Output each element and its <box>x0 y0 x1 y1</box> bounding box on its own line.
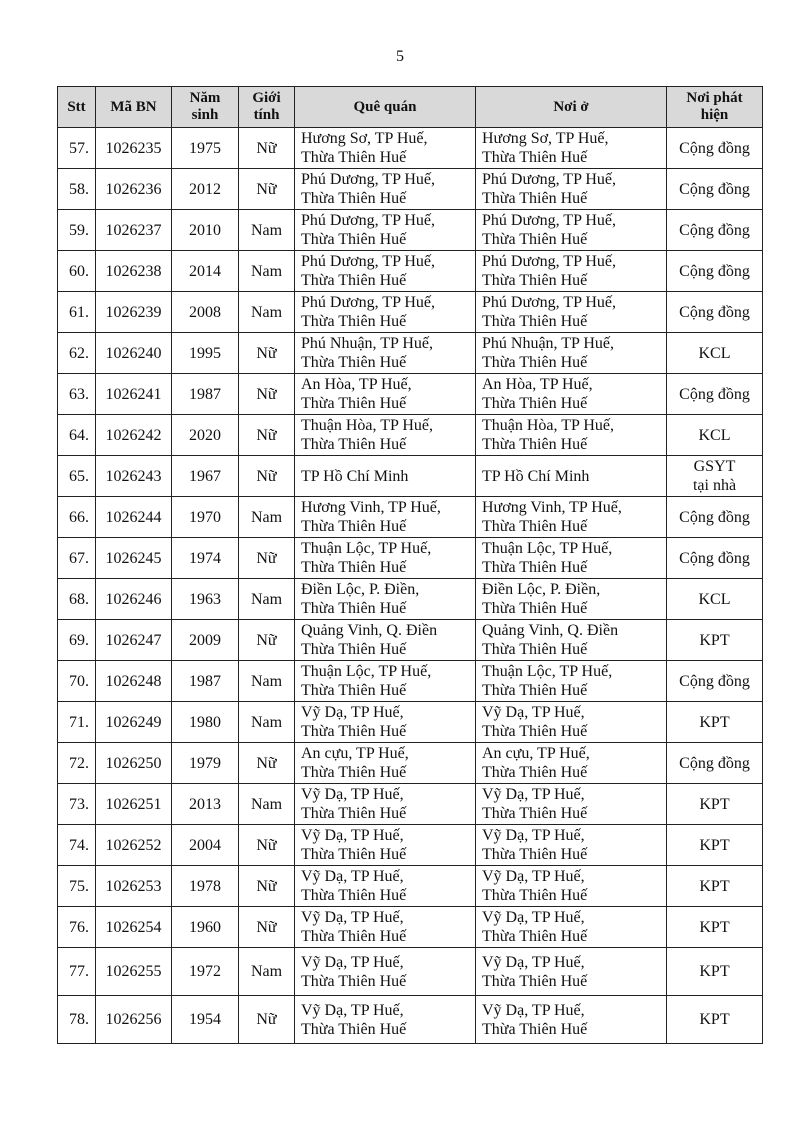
cell-que-quan <box>295 210 476 251</box>
table-row <box>58 210 763 251</box>
cell-noi-phat-hien-line: KPT <box>699 963 730 980</box>
cell-noi-o <box>476 948 667 996</box>
cell-nam-sinh: 2012 <box>172 169 239 210</box>
cell-noi-o <box>476 251 667 292</box>
cell-noi-o-line: Thừa Thiên Huế <box>482 272 588 289</box>
cell-que-quan-line: Thừa Thiên Huế <box>301 559 407 576</box>
cell-que-quan <box>295 169 476 210</box>
cell-ma-bn: 1026235 <box>96 128 172 169</box>
table-body <box>58 128 763 1044</box>
cell-noi-phat-hien <box>667 497 763 538</box>
cell-noi-o <box>476 292 667 333</box>
cell-noi-phat-hien <box>667 210 763 251</box>
cell-gioi-tinh: Nữ <box>239 825 295 866</box>
cell-noi-o <box>476 996 667 1044</box>
cell-gioi-tinh: Nữ <box>239 907 295 948</box>
cell-noi-o <box>476 784 667 825</box>
cell-que-quan <box>295 292 476 333</box>
header-nam-sinh: Năm sinh <box>172 87 239 128</box>
table-row <box>58 996 763 1044</box>
cell-ma-bn: 1026251 <box>96 784 172 825</box>
cell-noi-phat-hien-line: Cộng đồng <box>679 262 750 280</box>
cell-nam-sinh: 1979 <box>172 743 239 784</box>
cell-ma-bn: 1026256 <box>96 996 172 1044</box>
cell-gioi-tinh: Nam <box>239 579 295 620</box>
cell-noi-phat-hien <box>667 374 763 415</box>
cell-que-quan-line: An Hòa, TP Huế, <box>301 376 412 393</box>
cell-stt: 68. <box>58 579 96 620</box>
cell-que-quan-line: Thừa Thiên Huế <box>301 846 407 863</box>
cell-noi-phat-hien <box>667 661 763 702</box>
cell-noi-phat-hien-line: KCL <box>698 590 731 608</box>
cell-noi-o <box>476 415 667 456</box>
cell-que-quan <box>295 907 476 948</box>
cell-noi-o-line: Vỹ Dạ, TP Huế, <box>482 786 585 803</box>
cell-noi-phat-hien-line: KPT <box>699 795 730 813</box>
cell-noi-o-line: Quảng Vinh, Q. Điền <box>482 622 619 639</box>
cell-noi-phat-hien-line: KPT <box>699 877 730 895</box>
cell-noi-o-line: Thừa Thiên Huế <box>482 395 588 412</box>
cell-ma-bn: 1026240 <box>96 333 172 374</box>
cell-noi-phat-hien-line: Cộng đồng <box>679 303 750 321</box>
cell-que-quan-line: Điền Lộc, P. Điền, <box>301 581 420 598</box>
cell-ma-bn: 1026254 <box>96 907 172 948</box>
cell-ma-bn: 1026241 <box>96 374 172 415</box>
cell-noi-o <box>476 497 667 538</box>
cell-ma-bn: 1026238 <box>96 251 172 292</box>
cell-noi-phat-hien <box>667 456 763 497</box>
cell-noi-o-line: Điền Lộc, P. Điền, <box>482 581 601 598</box>
cell-stt: 69. <box>58 620 96 661</box>
cell-que-quan <box>295 948 476 996</box>
table-row <box>58 784 763 825</box>
cell-noi-phat-hien <box>667 784 763 825</box>
cell-noi-o <box>476 456 667 497</box>
table-row <box>58 907 763 948</box>
cell-que-quan-line: Phú Dương, TP Huế, <box>301 253 436 270</box>
cell-que-quan-line: Thừa Thiên Huế <box>301 272 407 289</box>
cell-que-quan-line: Phú Dương, TP Huế, <box>301 212 436 229</box>
cell-que-quan <box>295 456 476 497</box>
header-stt: Stt <box>58 87 96 128</box>
table-row <box>58 702 763 743</box>
cell-noi-phat-hien-line: Cộng đồng <box>679 139 750 157</box>
cell-noi-o-line: Thừa Thiên Huế <box>482 682 588 699</box>
table-row <box>58 251 763 292</box>
cell-noi-phat-hien-line: Cộng đồng <box>679 754 750 772</box>
table-row <box>58 620 763 661</box>
cell-noi-phat-hien <box>667 948 763 996</box>
cell-noi-o <box>476 210 667 251</box>
cell-stt: 76. <box>58 907 96 948</box>
cell-que-quan-line: Vỹ Dạ, TP Huế, <box>301 909 404 926</box>
cell-noi-o-line: Thuận Lộc, TP Huế, <box>482 663 613 680</box>
cell-stt: 67. <box>58 538 96 579</box>
cell-que-quan-line: Thừa Thiên Huế <box>301 928 407 945</box>
cell-nam-sinh: 1967 <box>172 456 239 497</box>
cell-gioi-tinh: Nữ <box>239 743 295 784</box>
cell-nam-sinh: 1995 <box>172 333 239 374</box>
cell-que-quan-line: Thừa Thiên Huế <box>301 764 407 781</box>
cell-noi-o-line: Vỹ Dạ, TP Huế, <box>482 704 585 721</box>
cell-noi-phat-hien <box>667 251 763 292</box>
cell-ma-bn: 1026237 <box>96 210 172 251</box>
cell-noi-o <box>476 538 667 579</box>
cell-stt: 66. <box>58 497 96 538</box>
cell-noi-phat-hien <box>667 825 763 866</box>
cell-noi-o-line: Thừa Thiên Huế <box>482 600 588 617</box>
cell-noi-o <box>476 866 667 907</box>
cell-noi-phat-hien-line: KPT <box>699 631 730 649</box>
page-number: 5 <box>396 48 404 65</box>
cell-gioi-tinh: Nữ <box>239 538 295 579</box>
cell-gioi-tinh: Nam <box>239 497 295 538</box>
cell-que-quan <box>295 333 476 374</box>
cell-que-quan <box>295 415 476 456</box>
cell-que-quan <box>295 620 476 661</box>
cell-nam-sinh: 1972 <box>172 948 239 996</box>
cell-noi-phat-hien-line: KPT <box>699 918 730 936</box>
cell-que-quan <box>295 497 476 538</box>
cell-que-quan <box>295 374 476 415</box>
header-noi-phat-hien: Nơi phát hiện <box>667 87 763 128</box>
cell-ma-bn: 1026244 <box>96 497 172 538</box>
cell-noi-phat-hien-line: Cộng đồng <box>679 221 750 239</box>
cell-gioi-tinh: Nam <box>239 784 295 825</box>
cell-nam-sinh: 1954 <box>172 996 239 1044</box>
cell-que-quan-line: Phú Dương, TP Huế, <box>301 171 436 188</box>
cell-que-quan-line: Vỹ Dạ, TP Huế, <box>301 704 404 721</box>
cell-noi-o-line: Thuận Hòa, TP Huế, <box>482 417 614 434</box>
cell-noi-phat-hien-line: tại nhà <box>692 477 737 494</box>
cell-gioi-tinh: Nữ <box>239 996 295 1044</box>
cell-noi-phat-hien-line: Cộng đồng <box>679 549 750 567</box>
cell-noi-o-line: Thừa Thiên Huế <box>482 231 588 248</box>
cell-stt: 75. <box>58 866 96 907</box>
cell-que-quan-line: Hương Vinh, TP Huế, <box>301 499 441 516</box>
cell-que-quan-line: Thừa Thiên Huế <box>301 1020 407 1038</box>
cell-nam-sinh: 2020 <box>172 415 239 456</box>
cell-ma-bn: 1026247 <box>96 620 172 661</box>
cell-que-quan-line: Hương Sơ, TP Huế, <box>301 130 428 147</box>
cell-que-quan-line: Vỹ Dạ, TP Huế, <box>301 953 404 971</box>
cell-noi-o-line: Thừa Thiên Huế <box>482 354 588 371</box>
cell-noi-o <box>476 579 667 620</box>
cell-nam-sinh: 2013 <box>172 784 239 825</box>
cell-nam-sinh: 2004 <box>172 825 239 866</box>
cell-gioi-tinh: Nam <box>239 210 295 251</box>
cell-gioi-tinh: Nam <box>239 702 295 743</box>
cell-stt: 62. <box>58 333 96 374</box>
cell-noi-phat-hien-line: KCL <box>698 344 731 362</box>
cell-ma-bn: 1026253 <box>96 866 172 907</box>
cell-que-quan-line: Phú Dương, TP Huế, <box>301 294 436 311</box>
cell-nam-sinh: 1980 <box>172 702 239 743</box>
cell-que-quan <box>295 251 476 292</box>
cell-noi-phat-hien <box>667 292 763 333</box>
cell-que-quan <box>295 579 476 620</box>
cell-stt: 78. <box>58 996 96 1044</box>
cell-ma-bn: 1026242 <box>96 415 172 456</box>
cell-noi-phat-hien <box>667 996 763 1044</box>
table-row <box>58 866 763 907</box>
cell-gioi-tinh: Nam <box>239 251 295 292</box>
cell-noi-o-line: Thừa Thiên Huế <box>482 436 588 453</box>
cell-noi-o-line: Thừa Thiên Huế <box>482 723 588 740</box>
cell-noi-o-line: Thừa Thiên Huế <box>482 1020 588 1038</box>
cell-que-quan-line: Thừa Thiên Huế <box>301 641 407 658</box>
cell-stt: 70. <box>58 661 96 702</box>
table-row <box>58 169 763 210</box>
cell-noi-phat-hien-line: Cộng đồng <box>679 508 750 526</box>
cell-que-quan-line: Thừa Thiên Huế <box>301 682 407 699</box>
cell-que-quan <box>295 128 476 169</box>
cell-noi-o-line: Vỹ Dạ, TP Huế, <box>482 868 585 885</box>
cell-stt: 74. <box>58 825 96 866</box>
cell-que-quan-line: Thừa Thiên Huế <box>301 354 407 371</box>
table-row <box>58 538 763 579</box>
cell-noi-phat-hien <box>667 579 763 620</box>
cell-que-quan-line: Thừa Thiên Huế <box>301 805 407 822</box>
cell-noi-o-line: Thừa Thiên Huế <box>482 972 588 990</box>
cell-noi-phat-hien-line: KPT <box>699 1011 730 1028</box>
cell-nam-sinh: 1987 <box>172 661 239 702</box>
cell-noi-phat-hien-line: Cộng đồng <box>679 180 750 198</box>
cell-ma-bn: 1026239 <box>96 292 172 333</box>
header-noi-o: Nơi ở <box>476 87 667 128</box>
cell-que-quan-line: Thuận Hòa, TP Huế, <box>301 417 433 434</box>
cell-que-quan <box>295 996 476 1044</box>
cell-que-quan-line: Phú Nhuận, TP Huế, <box>301 335 433 352</box>
cell-noi-phat-hien <box>667 333 763 374</box>
cell-stt: 71. <box>58 702 96 743</box>
cell-gioi-tinh: Nữ <box>239 456 295 497</box>
cell-noi-o <box>476 374 667 415</box>
cell-que-quan <box>295 825 476 866</box>
cell-noi-o <box>476 743 667 784</box>
cell-noi-o-line: Thừa Thiên Huế <box>482 805 588 822</box>
cell-que-quan <box>295 866 476 907</box>
cell-que-quan-line: Thừa Thiên Huế <box>301 518 407 535</box>
cell-ma-bn: 1026255 <box>96 948 172 996</box>
cell-que-quan-line: Thừa Thiên Huế <box>301 313 407 330</box>
cell-nam-sinh: 1960 <box>172 907 239 948</box>
table-row <box>58 497 763 538</box>
table-row <box>58 456 763 497</box>
cell-gioi-tinh: Nam <box>239 948 295 996</box>
cell-noi-phat-hien-line: KCL <box>698 426 731 444</box>
header-gioi-tinh: Giới tính <box>239 87 295 128</box>
cell-stt: 73. <box>58 784 96 825</box>
cell-gioi-tinh: Nữ <box>239 374 295 415</box>
cell-noi-o-line: Vỹ Dạ, TP Huế, <box>482 953 585 971</box>
cell-que-quan-line: Vỹ Dạ, TP Huế, <box>301 786 404 803</box>
cell-stt: 61. <box>58 292 96 333</box>
table-row <box>58 743 763 784</box>
cell-que-quan-line: Vỹ Dạ, TP Huế, <box>301 1001 404 1019</box>
cell-noi-phat-hien <box>667 128 763 169</box>
cell-noi-o <box>476 702 667 743</box>
cell-que-quan-line: Vỹ Dạ, TP Huế, <box>301 827 404 844</box>
cell-nam-sinh: 2014 <box>172 251 239 292</box>
cell-noi-o <box>476 620 667 661</box>
cell-que-quan-line: Thừa Thiên Huế <box>301 972 407 990</box>
cell-noi-phat-hien <box>667 538 763 579</box>
cell-nam-sinh: 1975 <box>172 128 239 169</box>
cell-noi-o-line: Thừa Thiên Huế <box>482 190 588 207</box>
cell-ma-bn: 1026249 <box>96 702 172 743</box>
cell-que-quan-line: Thừa Thiên Huế <box>301 149 407 166</box>
cell-que-quan-line: Vỹ Dạ, TP Huế, <box>301 868 404 885</box>
cell-que-quan-line: Thừa Thiên Huế <box>301 395 407 412</box>
cell-noi-phat-hien <box>667 866 763 907</box>
cell-gioi-tinh: Nữ <box>239 169 295 210</box>
cell-noi-o <box>476 169 667 210</box>
table-row <box>58 825 763 866</box>
cell-gioi-tinh: Nữ <box>239 620 295 661</box>
cell-gioi-tinh: Nữ <box>239 333 295 374</box>
cell-que-quan-line: Thừa Thiên Huế <box>301 436 407 453</box>
cell-stt: 57. <box>58 128 96 169</box>
cell-ma-bn: 1026236 <box>96 169 172 210</box>
cell-noi-o <box>476 128 667 169</box>
cell-noi-o-line: Thừa Thiên Huế <box>482 313 588 330</box>
cell-gioi-tinh: Nữ <box>239 415 295 456</box>
header-que-quan: Quê quán <box>295 87 476 128</box>
cell-noi-phat-hien <box>667 415 763 456</box>
cell-gioi-tinh: Nam <box>239 292 295 333</box>
cell-ma-bn: 1026245 <box>96 538 172 579</box>
cell-que-quan-line: Thừa Thiên Huế <box>301 231 407 248</box>
patient-table <box>57 86 763 1044</box>
table-row <box>58 579 763 620</box>
table-row <box>58 415 763 456</box>
cell-nam-sinh: 1963 <box>172 579 239 620</box>
cell-que-quan-line: TP Hồ Chí Minh <box>301 467 409 485</box>
cell-que-quan-line: Thừa Thiên Huế <box>301 600 407 617</box>
cell-noi-o-line: Phú Dương, TP Huế, <box>482 212 617 229</box>
cell-que-quan <box>295 702 476 743</box>
cell-stt: 77. <box>58 948 96 996</box>
table-row <box>58 374 763 415</box>
cell-gioi-tinh: Nữ <box>239 128 295 169</box>
cell-stt: 63. <box>58 374 96 415</box>
cell-que-quan <box>295 743 476 784</box>
cell-ma-bn: 1026243 <box>96 456 172 497</box>
cell-noi-o-line: Thừa Thiên Huế <box>482 641 588 658</box>
cell-noi-o-line: Thừa Thiên Huế <box>482 887 588 904</box>
cell-noi-o-line: Vỹ Dạ, TP Huế, <box>482 1001 585 1019</box>
cell-noi-o-line: Phú Dương, TP Huế, <box>482 294 617 311</box>
cell-noi-phat-hien-line: Cộng đồng <box>679 672 750 690</box>
cell-noi-phat-hien <box>667 743 763 784</box>
cell-noi-o-line: Phú Dương, TP Huế, <box>482 253 617 270</box>
header-ma-bn: Mã BN <box>96 87 172 128</box>
cell-stt: 64. <box>58 415 96 456</box>
cell-noi-o <box>476 333 667 374</box>
cell-que-quan <box>295 538 476 579</box>
cell-noi-o-line: Thừa Thiên Huế <box>482 764 588 781</box>
cell-noi-o-line: Thừa Thiên Huế <box>482 559 588 576</box>
cell-nam-sinh: 1978 <box>172 866 239 907</box>
cell-noi-o-line: Thừa Thiên Huế <box>482 149 588 166</box>
cell-noi-phat-hien <box>667 620 763 661</box>
cell-stt: 59. <box>58 210 96 251</box>
cell-noi-o-line: An Hòa, TP Huế, <box>482 376 593 393</box>
cell-noi-o <box>476 661 667 702</box>
cell-noi-o-line: Phú Dương, TP Huế, <box>482 171 617 188</box>
cell-noi-o <box>476 907 667 948</box>
cell-que-quan-line: Thừa Thiên Huế <box>301 887 407 904</box>
table-row <box>58 661 763 702</box>
cell-que-quan <box>295 784 476 825</box>
cell-gioi-tinh: Nam <box>239 661 295 702</box>
cell-noi-phat-hien <box>667 702 763 743</box>
table-row <box>58 128 763 169</box>
cell-noi-o-line: An cựu, TP Huế, <box>482 745 590 762</box>
cell-noi-o <box>476 825 667 866</box>
cell-stt: 65. <box>58 456 96 497</box>
table-header-row <box>58 87 763 128</box>
cell-stt: 72. <box>58 743 96 784</box>
cell-stt: 60. <box>58 251 96 292</box>
cell-noi-o-line: TP Hồ Chí Minh <box>482 467 590 485</box>
cell-ma-bn: 1026252 <box>96 825 172 866</box>
cell-noi-o-line: Thừa Thiên Huế <box>482 518 588 535</box>
cell-que-quan-line: An cựu, TP Huế, <box>301 745 409 762</box>
cell-noi-phat-hien <box>667 907 763 948</box>
cell-noi-phat-hien-line: KPT <box>699 713 730 731</box>
cell-noi-phat-hien <box>667 169 763 210</box>
cell-stt: 58. <box>58 169 96 210</box>
cell-noi-o-line: Thừa Thiên Huế <box>482 928 588 945</box>
cell-noi-phat-hien-line: Cộng đồng <box>679 385 750 403</box>
cell-noi-phat-hien-line: KPT <box>699 836 730 854</box>
cell-que-quan-line: Quảng Vinh, Q. Điền <box>301 622 438 639</box>
cell-noi-o-line: Thuận Lộc, TP Huế, <box>482 540 613 557</box>
cell-noi-o-line: Vỹ Dạ, TP Huế, <box>482 909 585 926</box>
table-row <box>58 948 763 996</box>
cell-noi-o-line: Phú Nhuận, TP Huế, <box>482 335 614 352</box>
cell-noi-o-line: Hương Vinh, TP Huế, <box>482 499 622 516</box>
cell-ma-bn: 1026246 <box>96 579 172 620</box>
cell-nam-sinh: 1987 <box>172 374 239 415</box>
table-row <box>58 292 763 333</box>
cell-gioi-tinh: Nữ <box>239 866 295 907</box>
cell-noi-o-line: Hương Sơ, TP Huế, <box>482 130 609 147</box>
cell-que-quan <box>295 661 476 702</box>
cell-nam-sinh: 1970 <box>172 497 239 538</box>
cell-nam-sinh: 2010 <box>172 210 239 251</box>
cell-noi-o-line: Vỹ Dạ, TP Huế, <box>482 827 585 844</box>
cell-nam-sinh: 1974 <box>172 538 239 579</box>
cell-ma-bn: 1026250 <box>96 743 172 784</box>
table-row <box>58 333 763 374</box>
cell-nam-sinh: 2009 <box>172 620 239 661</box>
cell-que-quan-line: Thuận Lộc, TP Huế, <box>301 663 432 680</box>
cell-ma-bn: 1026248 <box>96 661 172 702</box>
cell-que-quan-line: Thừa Thiên Huế <box>301 723 407 740</box>
cell-noi-phat-hien-line: GSYT <box>693 458 736 475</box>
cell-noi-o-line: Thừa Thiên Huế <box>482 846 588 863</box>
cell-que-quan-line: Thuận Lộc, TP Huế, <box>301 540 432 557</box>
cell-nam-sinh: 2008 <box>172 292 239 333</box>
cell-que-quan-line: Thừa Thiên Huế <box>301 190 407 207</box>
